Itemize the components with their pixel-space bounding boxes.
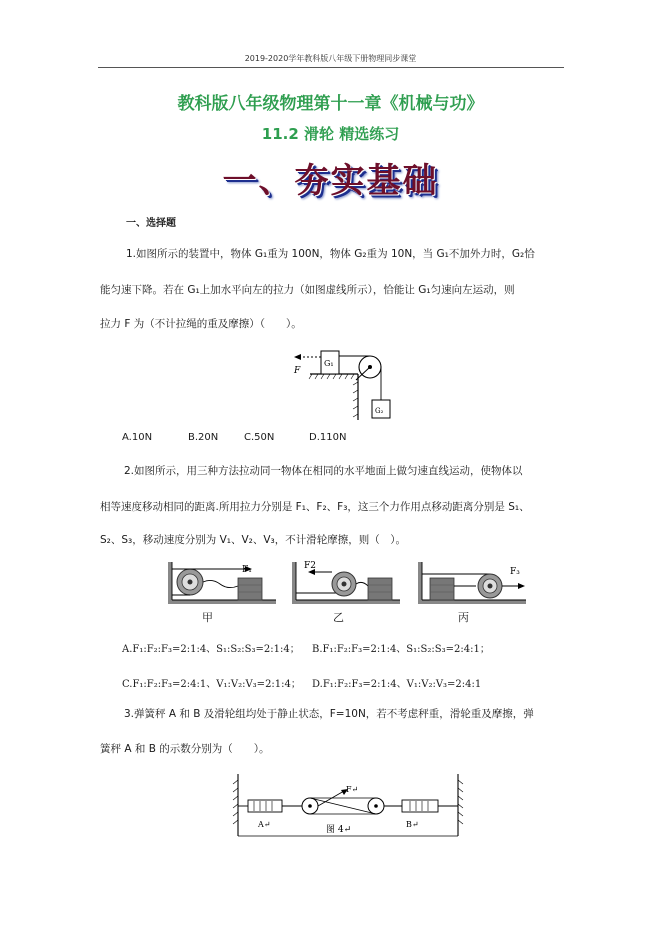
q2-option-b: B.F₁:F₂:F₃=2:1:4、S₁:S₂:S₃=2:4:1； [312, 644, 490, 655]
q3-line-2: 簧秤 A 和 B 的示数分别为（ ）。 [100, 743, 270, 755]
q2-label-f3: F₃ [510, 567, 520, 577]
q2-caption-bing: 丙 [458, 611, 469, 624]
q2-label-f2: F2 [304, 561, 316, 571]
q1-option-c: C.50N [244, 432, 275, 443]
q2-caption-jia: 甲 [202, 611, 213, 624]
q3-spring-scale-a [248, 800, 282, 812]
q1-arrowhead-icon [294, 354, 301, 360]
q1-table [309, 374, 358, 420]
q2-option-a: A.F₁:F₂:F₃=2:1:4、S₁:S₂:S₃=2:1:4； [122, 644, 300, 655]
q2-label-f1: F₁ [242, 565, 252, 575]
section-heading: 一、选择题 [126, 218, 176, 229]
q2-figure-bing [418, 562, 526, 604]
q3-line-1: 3.弹簧秤 A 和 B 及滑轮组均处于静止状态，F=10N，若不考虑秤重，滑轮重及摩擦，弹 [124, 708, 534, 720]
q1-option-d: D.110N [309, 432, 347, 443]
q1-option-a: A.10N [122, 432, 153, 443]
q1-pulley-figure [290, 342, 400, 422]
q3-label-b: B↵ [406, 820, 419, 829]
q2-option-c: C.F₁:F₂:F₃=2:4:1、V₁:V₂:V₃=2:1:4； [122, 679, 301, 690]
q2-line-2: 相等速度移动相同的距离.所用拉力分别是 F₁、F₂、F₃，这三个力作用点移动距离分别是 S₁、 [100, 501, 530, 513]
q1-line-2: 能匀速下降。若在 G₁上加水平向左的拉力（如图虚线所示），恰能让 G₁匀速向左运动，则 [100, 284, 515, 296]
q1-label-g2: G₂ [375, 407, 384, 415]
sub-title: 11.2 滑轮 精选练习 [261, 125, 400, 143]
q3-label-a: A↵ [258, 820, 271, 829]
q2-line-1: 2.如图所示，用三种方法拉动同一物体在相同的水平地面上做匀速直线运动，使物体以 [124, 465, 523, 477]
q3-spring-scale-b [402, 800, 438, 812]
q1-line-1: 1.如图所示的装置中，物体 G₁重为 100N，物体 G₂重为 10N，当 G₁不加外力时，G₂恰 [126, 248, 535, 260]
q1-label-f: F [294, 366, 301, 376]
page-header: 2019-2020学年教科版八年级下册物理同步课堂 [244, 54, 417, 63]
main-title: 教科版八年级物理第十一章《机械与功》 [177, 94, 484, 114]
q1-label-g1: G₁ [324, 359, 334, 368]
banner-title: 一、夯实基础 [222, 161, 439, 201]
q2-figure-yi [292, 561, 400, 604]
q2-three-pulley-figures [164, 560, 534, 626]
q3-right-wall-hatch [458, 780, 463, 824]
q2-option-d: D.F₁:F₂:F₃=2:1:4、V₁:V₂:V₃=2:4:1 [312, 679, 482, 690]
q1-option-b: B.20N [188, 432, 219, 443]
q3-label-f: F↵ [346, 785, 359, 794]
q2-line-3: S₂、S₃，移动速度分别为 V₁、V₂、V₃，不计滑轮摩擦，则（ ）。 [100, 534, 407, 546]
q3-left-wall-hatch [233, 780, 238, 824]
q1-line-3: 拉力 F 为（不计拉绳的重及摩擦）（ ）。 [100, 318, 302, 330]
q2-figure-jia [168, 562, 276, 604]
q3-spring-scale-figure [226, 770, 464, 842]
q2-caption-yi: 乙 [333, 611, 344, 624]
q3-figure-caption: 图 4↵ [326, 825, 352, 835]
header-divider [98, 67, 564, 68]
